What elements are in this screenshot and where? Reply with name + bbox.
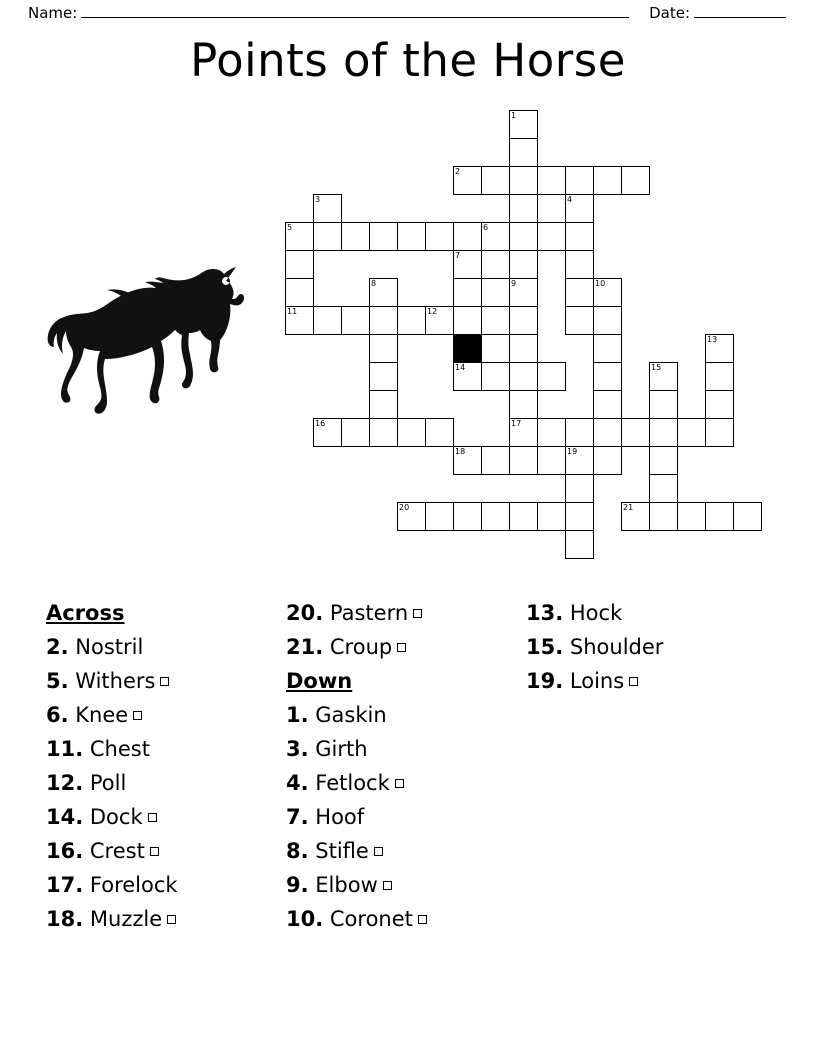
horse-silhouette-image	[40, 245, 285, 430]
grid-cell[interactable]	[481, 250, 510, 279]
clue-text: Dock	[89, 805, 143, 829]
grid-cell[interactable]	[621, 502, 650, 531]
grid-cell-number: 6	[483, 223, 489, 232]
grid-cell-number: 4	[567, 195, 573, 204]
grid-cell[interactable]	[621, 166, 650, 195]
grid-cell[interactable]	[649, 446, 678, 475]
clue-number: 18.	[46, 907, 84, 931]
clue-text: Withers	[75, 669, 156, 693]
clue-text: Hock	[569, 601, 623, 625]
grid-cell[interactable]	[593, 446, 622, 475]
grid-cell[interactable]	[341, 222, 370, 251]
grid-cell[interactable]	[537, 446, 566, 475]
grid-cell[interactable]	[565, 418, 594, 447]
grid-cell[interactable]	[341, 306, 370, 335]
down-heading: Down	[286, 669, 353, 693]
clue-item	[286, 868, 516, 902]
grid-cell[interactable]	[425, 306, 454, 335]
clue-checkbox-marker	[167, 915, 176, 924]
grid-cell[interactable]	[509, 418, 538, 447]
grid-cell[interactable]	[509, 446, 538, 475]
grid-cell[interactable]	[593, 418, 622, 447]
grid-cell[interactable]	[369, 306, 398, 335]
grid-cell[interactable]	[537, 418, 566, 447]
grid-cell[interactable]	[369, 418, 398, 447]
clue-number: 20.	[286, 601, 324, 625]
clue-number: 16.	[46, 839, 84, 863]
grid-cell[interactable]	[565, 502, 594, 531]
clue-text: Nostril	[75, 635, 144, 659]
grid-cell[interactable]	[705, 334, 734, 363]
grid-cell[interactable]	[509, 334, 538, 363]
clue-text: Stifle	[315, 839, 369, 863]
grid-cell[interactable]	[369, 334, 398, 363]
grid-cell[interactable]	[453, 306, 482, 335]
grid-cell-number: 8	[371, 279, 377, 288]
grid-cell[interactable]	[733, 502, 762, 531]
grid-cell-number: 3	[315, 195, 321, 204]
grid-cell[interactable]	[481, 446, 510, 475]
grid-cell[interactable]	[537, 166, 566, 195]
clue-text: Muzzle	[89, 907, 163, 931]
clue-text: Shoulder	[569, 635, 664, 659]
clue-item	[46, 902, 276, 936]
clue-text: Forelock	[89, 873, 178, 897]
grid-cell[interactable]	[369, 390, 398, 419]
grid-cell[interactable]	[453, 446, 482, 475]
worksheet-header	[28, 4, 788, 22]
clue-number: 3.	[286, 737, 309, 761]
clue-item	[46, 698, 276, 732]
clue-text: Pastern	[329, 601, 409, 625]
clue-text: Loins	[569, 669, 625, 693]
grid-cell[interactable]	[509, 502, 538, 531]
clue-item	[286, 596, 516, 630]
clue-number: 1.	[286, 703, 309, 727]
grid-cell[interactable]	[509, 222, 538, 251]
grid-cell[interactable]	[369, 278, 398, 307]
clue-item	[526, 630, 776, 664]
clue-number: 8.	[286, 839, 309, 863]
clue-text: Gaskin	[315, 703, 387, 727]
name-write-line[interactable]	[81, 5, 629, 18]
clue-item	[46, 800, 276, 834]
clue-text: Fetlock	[315, 771, 390, 795]
grid-cell[interactable]	[313, 222, 342, 251]
name-label: Name:	[28, 4, 78, 22]
clue-text: Coronet	[329, 907, 413, 931]
grid-cell[interactable]	[453, 362, 482, 391]
clue-item	[46, 630, 276, 664]
grid-cell[interactable]	[425, 222, 454, 251]
clue-number: 7.	[286, 805, 309, 829]
grid-cell[interactable]	[565, 306, 594, 335]
grid-cell[interactable]	[481, 306, 510, 335]
grid-cell[interactable]	[565, 446, 594, 475]
grid-cell[interactable]	[453, 250, 482, 279]
grid-cell[interactable]	[509, 278, 538, 307]
grid-cell-blocked	[453, 334, 482, 363]
clue-number: 19.	[526, 669, 564, 693]
clue-lists	[46, 596, 786, 956]
grid-cell[interactable]	[453, 502, 482, 531]
clue-checkbox-marker	[383, 881, 392, 890]
grid-cell[interactable]	[565, 278, 594, 307]
grid-cell[interactable]	[509, 138, 538, 167]
grid-cell[interactable]	[593, 390, 622, 419]
grid-cell-number: 17	[511, 419, 522, 428]
grid-cell[interactable]	[537, 502, 566, 531]
grid-cell[interactable]	[313, 306, 342, 335]
grid-cell[interactable]	[509, 194, 538, 223]
clue-item	[46, 766, 276, 800]
grid-cell[interactable]	[649, 474, 678, 503]
clue-number: 5.	[46, 669, 69, 693]
grid-cell[interactable]	[453, 222, 482, 251]
grid-cell-number: 14	[455, 363, 466, 372]
clue-checkbox-marker	[397, 643, 406, 652]
grid-cell[interactable]	[481, 362, 510, 391]
clue-checkbox-marker	[629, 677, 638, 686]
clue-item	[286, 902, 516, 936]
clue-text: Crest	[89, 839, 145, 863]
grid-cell[interactable]	[397, 502, 426, 531]
clue-checkbox-marker	[374, 847, 383, 856]
grid-cell[interactable]	[313, 194, 342, 223]
grid-cell[interactable]	[313, 418, 342, 447]
clue-item	[286, 800, 516, 834]
grid-cell[interactable]	[565, 166, 594, 195]
clue-item	[526, 664, 776, 698]
grid-cell[interactable]	[649, 418, 678, 447]
date-write-line[interactable]	[694, 5, 786, 18]
grid-cell-number: 15	[651, 363, 662, 372]
grid-cell[interactable]	[509, 110, 538, 139]
grid-cell[interactable]	[481, 502, 510, 531]
clue-item	[46, 664, 276, 698]
clue-number: 10.	[286, 907, 324, 931]
grid-cell[interactable]	[537, 362, 566, 391]
clue-number: 21.	[286, 635, 324, 659]
grid-cell[interactable]	[397, 418, 426, 447]
grid-cell[interactable]	[285, 278, 314, 307]
clue-item	[46, 868, 276, 902]
grid-cell-number: 13	[707, 335, 718, 344]
clue-checkbox-marker	[418, 915, 427, 924]
grid-cell-number: 2	[455, 167, 461, 176]
grid-cell[interactable]	[565, 194, 594, 223]
grid-cell-number: 10	[595, 279, 606, 288]
grid-cell[interactable]	[705, 362, 734, 391]
grid-cell-number: 9	[511, 279, 517, 288]
clue-checkbox-marker	[148, 813, 157, 822]
clue-column-3	[526, 596, 776, 698]
clue-item	[286, 698, 516, 732]
grid-cell[interactable]	[565, 222, 594, 251]
grid-cell[interactable]	[593, 278, 622, 307]
clue-checkbox-marker	[413, 609, 422, 618]
grid-cell[interactable]	[285, 222, 314, 251]
grid-cell[interactable]	[537, 222, 566, 251]
grid-cell[interactable]	[565, 474, 594, 503]
clue-text: Knee	[75, 703, 129, 727]
grid-cell[interactable]	[705, 418, 734, 447]
grid-cell[interactable]	[677, 502, 706, 531]
grid-cell[interactable]	[397, 306, 426, 335]
grid-cell[interactable]	[593, 306, 622, 335]
grid-cell[interactable]	[593, 166, 622, 195]
grid-cell[interactable]	[677, 418, 706, 447]
grid-cell[interactable]	[593, 362, 622, 391]
clue-column-2	[286, 596, 516, 936]
grid-cell[interactable]	[649, 362, 678, 391]
grid-cell[interactable]	[453, 278, 482, 307]
grid-cell[interactable]	[481, 166, 510, 195]
grid-cell-number: 5	[287, 223, 293, 232]
grid-cell[interactable]	[593, 334, 622, 363]
clue-number: 6.	[46, 703, 69, 727]
grid-cell[interactable]	[509, 390, 538, 419]
grid-cell[interactable]	[341, 418, 370, 447]
clue-item	[286, 834, 516, 868]
clue-checkbox-marker	[133, 711, 142, 720]
across-heading: Across	[46, 601, 125, 625]
grid-cell[interactable]	[397, 222, 426, 251]
clue-text: Girth	[315, 737, 368, 761]
clue-text: Croup	[329, 635, 393, 659]
grid-cell[interactable]	[565, 530, 594, 559]
grid-cell-number: 7	[455, 251, 461, 260]
clue-text: Poll	[89, 771, 127, 795]
grid-cell[interactable]	[509, 250, 538, 279]
clue-item	[286, 766, 516, 800]
clue-checkbox-marker	[395, 779, 404, 788]
clue-item	[46, 732, 276, 766]
clue-number: 13.	[526, 601, 564, 625]
grid-cell-number: 11	[287, 307, 298, 316]
grid-cell[interactable]	[621, 418, 650, 447]
grid-cell[interactable]	[425, 502, 454, 531]
grid-cell[interactable]	[453, 166, 482, 195]
clue-checkbox-marker	[160, 677, 169, 686]
grid-cell-number: 12	[427, 307, 438, 316]
grid-cell-number: 18	[455, 447, 466, 456]
grid-cell[interactable]	[369, 222, 398, 251]
clue-text: Chest	[89, 737, 150, 761]
grid-cell[interactable]	[509, 362, 538, 391]
clue-number: 9.	[286, 873, 309, 897]
page-title: Points of the Horse	[190, 34, 626, 87]
clue-number: 4.	[286, 771, 309, 795]
grid-cell[interactable]	[705, 390, 734, 419]
grid-cell[interactable]	[425, 418, 454, 447]
grid-cell[interactable]	[649, 390, 678, 419]
clue-item	[286, 630, 516, 664]
grid-cell[interactable]	[509, 306, 538, 335]
grid-cell[interactable]	[285, 250, 314, 279]
clue-number: 17.	[46, 873, 84, 897]
grid-cell[interactable]	[369, 362, 398, 391]
clue-number: 15.	[526, 635, 564, 659]
grid-cell-number: 16	[315, 419, 326, 428]
grid-cell-number: 21	[623, 503, 634, 512]
clue-number: 2.	[46, 635, 69, 659]
grid-cell-number: 1	[511, 111, 517, 120]
grid-cell[interactable]	[649, 502, 678, 531]
clue-item	[46, 834, 276, 868]
grid-cell[interactable]	[565, 250, 594, 279]
clue-item	[286, 732, 516, 766]
grid-cell[interactable]	[705, 502, 734, 531]
clue-text: Elbow	[315, 873, 378, 897]
grid-cell[interactable]	[481, 222, 510, 251]
grid-cell[interactable]	[509, 166, 538, 195]
clue-number: 14.	[46, 805, 84, 829]
clue-column-1	[46, 596, 276, 936]
grid-cell[interactable]	[285, 306, 314, 335]
grid-cell-number: 19	[567, 447, 578, 456]
clue-item	[526, 596, 776, 630]
grid-cell-number: 20	[399, 503, 410, 512]
clue-text: Hoof	[315, 805, 365, 829]
clue-number: 12.	[46, 771, 84, 795]
clue-number: 11.	[46, 737, 84, 761]
date-label: Date:	[649, 4, 690, 22]
clue-checkbox-marker	[150, 847, 159, 856]
